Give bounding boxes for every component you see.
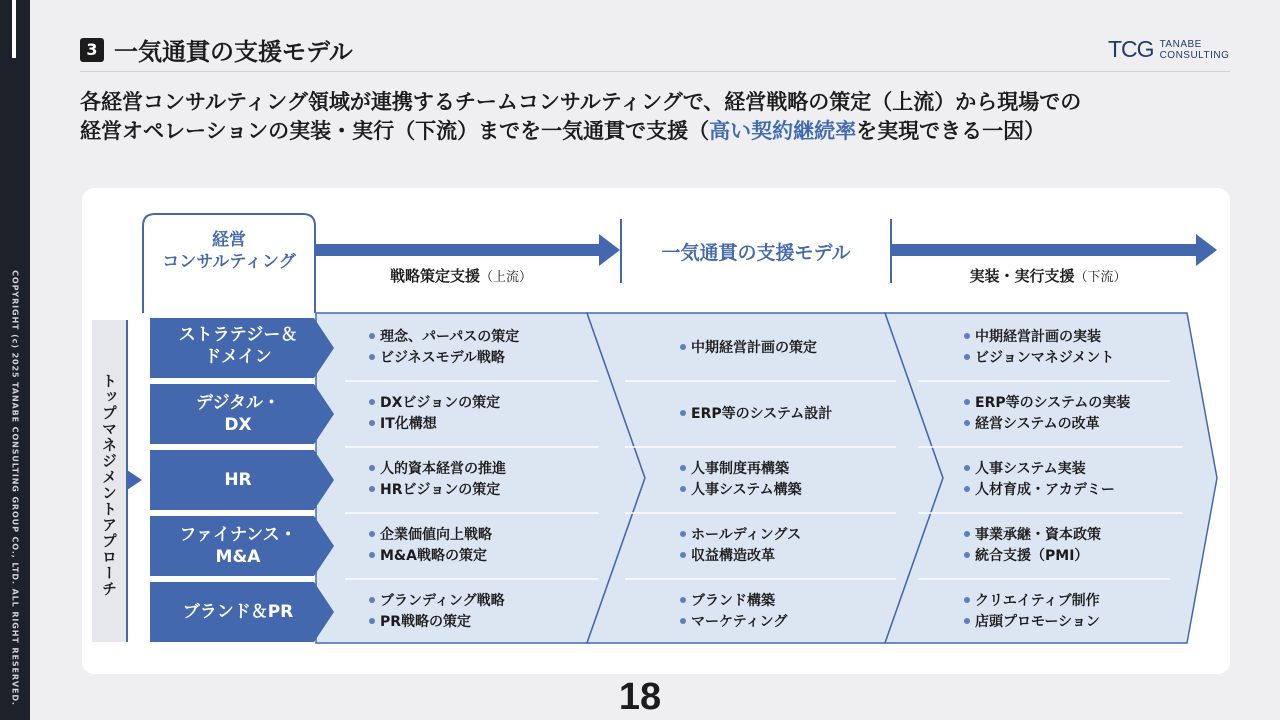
list-item: 事業承継・資本政策 (964, 525, 1101, 546)
list-item: ブランド構築 (680, 591, 775, 612)
header-box-line2: コンサルティング (162, 252, 296, 272)
downstream-arrow-shaft (892, 244, 1197, 256)
logo-text-line2: CONSULTING (1159, 49, 1230, 61)
list-item: クリエイティブ制作 (964, 591, 1100, 612)
copyright-notice: COPYRIGHT (c) 2025 TANABE CONSULTING GROUP CO., LTD. ALL RIGHT RESERVED. (10, 270, 20, 706)
upstream-arrow-head (599, 234, 620, 266)
downstream-label-main: 実装・実行支援 (969, 267, 1075, 285)
list-item: 統合支援（PMI） (964, 546, 1088, 567)
list-item: ビジョンマネジメント (964, 348, 1114, 369)
list-item: ホールディングス (680, 525, 801, 546)
upstream-label-main: 戦略策定支援 (389, 267, 480, 285)
logo-text-line1: TANABE (1159, 38, 1202, 50)
page-title: 一気通貫の支援モデル (114, 38, 353, 66)
list-item: DXビジョンの策定 (369, 393, 500, 414)
list-item: 人事制度再構築 (680, 459, 789, 480)
list-item: 店頭プロモーション (964, 612, 1100, 633)
list-item: ERP等のシステムの実装 (964, 393, 1130, 414)
lead-line-2-prefix: 経営オペレーションの実装・実行（下流）までを一気通貫で支援（ (80, 119, 710, 143)
list-item: 経営システムの改革 (964, 414, 1100, 435)
list-item: マーケティング (680, 612, 787, 633)
upstream-arrow-shaft (316, 244, 600, 256)
list-item: 人材育成・アカデミー (964, 480, 1115, 501)
lead-highlight: 高い契約継続率 (709, 119, 857, 143)
list-item: 人事システム実装 (964, 459, 1086, 480)
upstream-label (316, 265, 606, 286)
list-item: M&A戦略の策定 (369, 546, 487, 567)
category-label-finance: ファイナンス・ M&A (179, 525, 297, 567)
lead-line-1: 各経営コンサルティング領域が連携するチームコンサルティングで、経営戦略の策定（上流）から現場での (80, 90, 1082, 114)
upstream-label-sub: （上流） (480, 270, 533, 285)
list-item: IT化構想 (369, 414, 437, 435)
left-vertical-label: トップマネジメントアプローチ (100, 373, 118, 597)
list-item: ERP等のシステム設計 (680, 404, 832, 425)
page-number: 18 (618, 676, 662, 718)
downstream-arrow-head (1196, 234, 1217, 266)
list-item: 企業価値向上戦略 (369, 525, 492, 546)
list-item: PR戦略の策定 (369, 612, 471, 633)
header-box-text (143, 229, 315, 273)
downstream-label-sub: （下流） (1074, 270, 1127, 285)
section-number-badge: 3 (80, 38, 104, 62)
category-label-strategy: ストラテジー＆ ドメイン (178, 325, 298, 367)
list-item: 人的資本経営の推進 (369, 459, 506, 480)
center-title: 一気通貫の支援モデル (661, 242, 851, 264)
category-label-brand: ブランド＆PR (182, 602, 294, 622)
list-item: ビジネスモデル戦略 (369, 348, 505, 369)
list-item: 人事システム構築 (680, 480, 802, 501)
logo-mark: TCG (1108, 36, 1154, 62)
list-item: 中期経営計画の策定 (680, 338, 817, 359)
list-item: HRビジョンの策定 (369, 480, 500, 501)
left-bracket-arrow (127, 470, 142, 490)
list-item: 中期経営計画の実装 (964, 327, 1101, 348)
category-label-digital: デジタル・ DX (196, 393, 280, 435)
list-item: ブランディング戦略 (369, 591, 505, 612)
downstream-label (892, 265, 1204, 286)
category-label-hr: HR (224, 470, 252, 490)
lead-line-2-suffix: を実現できる一因） (856, 119, 1046, 143)
header-box-line1: 経営 (212, 230, 246, 250)
list-item: 理念、パーパスの策定 (369, 327, 519, 348)
list-item: 収益構造改革 (680, 546, 775, 567)
